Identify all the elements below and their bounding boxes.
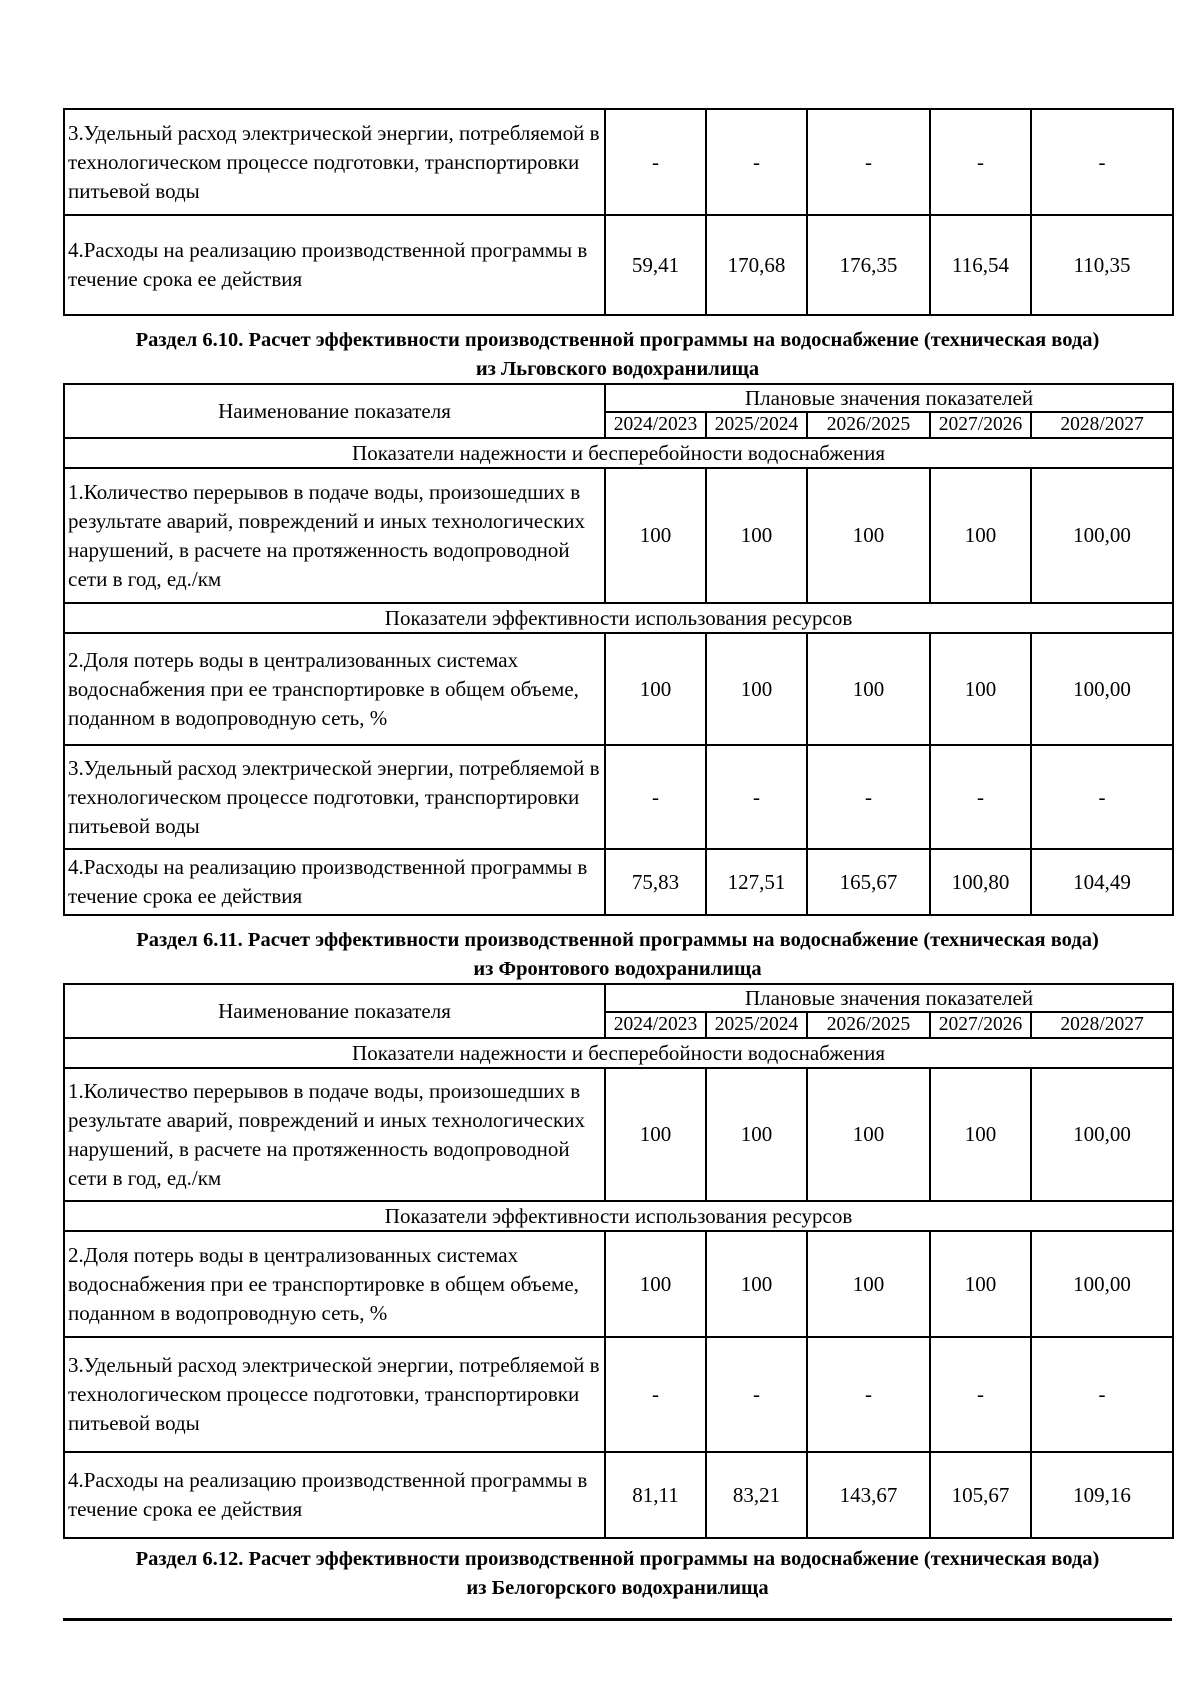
plan-value: 104,49	[1031, 849, 1173, 915]
section-title	[60, 926, 1175, 984]
plan-value: -	[605, 745, 706, 849]
section-title-line: Раздел 6.11. Расчет эффективности производственной программы на водоснабжение (техническая вода)	[136, 929, 1099, 951]
column-header-name: Наименование показателя	[64, 984, 605, 1038]
plan-value: 59,41	[605, 215, 706, 315]
plan-value: 100	[930, 1231, 1031, 1337]
indicator-name: 4.Расходы на реализацию производственной программы в течение срока ее действия	[64, 849, 605, 915]
section-title-line: Раздел 6.12. Расчет эффективности производственной программы на водоснабжение (техническая вода)	[135, 1548, 1100, 1570]
plan-value: -	[706, 745, 807, 849]
table-row	[64, 1068, 1173, 1201]
plan-value: 105,67	[930, 1452, 1031, 1538]
group-row	[64, 1038, 1173, 1068]
group-title: Показатели эффективности использования ресурсов	[64, 603, 1173, 633]
indicators-table	[63, 383, 1174, 916]
indicator-name: 4.Расходы на реализацию производственной программы в течение срока ее действия	[64, 1452, 605, 1538]
plan-value: 176,35	[807, 215, 930, 315]
year-header: 2028/2027	[1031, 1012, 1173, 1038]
table-row	[64, 745, 1173, 849]
plan-value: -	[807, 1337, 930, 1452]
plan-value: 100	[930, 468, 1031, 603]
year-header: 2028/2027	[1031, 412, 1173, 438]
indicator-name: 2.Доля потерь воды в централизованных системах водоснабжения при ее транспортировке в общем объеме, поданном в водопроводную сеть, %	[64, 1231, 605, 1337]
plan-value: -	[930, 1337, 1031, 1452]
group-row	[64, 603, 1173, 633]
plan-value: 100,00	[1031, 633, 1173, 745]
indicator-name: 4.Расходы на реализацию производственной программы в течение срока ее действия	[64, 215, 605, 315]
table-row	[64, 215, 1173, 315]
year-header: 2025/2024	[706, 412, 807, 438]
plan-value: 100	[706, 1068, 807, 1201]
indicator-name: 3.Удельный расход электрической энергии, потребляемой в технологическом процессе подготовки, транспортировки питьевой воды	[64, 745, 605, 849]
section-title-line: из Фронтового водохранилища	[473, 958, 762, 980]
plan-value: 109,16	[1031, 1452, 1173, 1538]
plan-value: -	[605, 1337, 706, 1452]
indicator-name: 2.Доля потерь воды в централизованных системах водоснабжения при ее транспортировке в общем объеме, поданном в водопроводную сеть, %	[64, 633, 605, 745]
group-title: Показатели эффективности использования ресурсов	[64, 1201, 1173, 1231]
plan-value: 75,83	[605, 849, 706, 915]
plan-value: 100	[605, 468, 706, 603]
plan-value: -	[807, 109, 930, 215]
plan-value: -	[930, 745, 1031, 849]
plan-value: 100	[930, 1068, 1031, 1201]
table-row	[64, 633, 1173, 745]
plan-value: 100	[807, 1231, 930, 1337]
plan-value: 100	[807, 1068, 930, 1201]
plan-value: -	[1031, 1337, 1173, 1452]
plan-value: -	[706, 1337, 807, 1452]
table-row	[64, 1452, 1173, 1538]
plan-value: -	[807, 745, 930, 849]
year-header: 2026/2025	[807, 1012, 930, 1038]
indicator-name: 1.Количество перерывов в подаче воды, произошедших в результате аварий, повреждений и иных технологических нарушений, в расчете на протяженность водопроводной сети в год, ед./км	[64, 1068, 605, 1201]
group-row	[64, 438, 1173, 468]
plan-value: 116,54	[930, 215, 1031, 315]
plan-value: 100	[605, 1068, 706, 1201]
year-header: 2024/2023	[605, 1012, 706, 1038]
year-header: 2027/2026	[930, 412, 1031, 438]
column-header-plan: Плановые значения показателей	[605, 984, 1173, 1012]
section-title-line: Раздел 6.10. Расчет эффективности производственной программы на водоснабжение (техническая вода)	[135, 329, 1100, 351]
group-row	[64, 1201, 1173, 1231]
year-header: 2027/2026	[930, 1012, 1031, 1038]
plan-value: 100	[807, 468, 930, 603]
plan-value: 100	[706, 633, 807, 745]
plan-value: 100	[605, 633, 706, 745]
plan-value: 100	[930, 633, 1031, 745]
plan-value: 165,67	[807, 849, 930, 915]
plan-value: -	[605, 109, 706, 215]
table-row	[64, 468, 1173, 603]
plan-value: 100	[605, 1231, 706, 1337]
plan-value: 100,00	[1031, 468, 1173, 603]
plan-value: 100	[807, 633, 930, 745]
header-row	[64, 984, 1173, 1012]
plan-value: -	[706, 109, 807, 215]
plan-value: 83,21	[706, 1452, 807, 1538]
plan-value: -	[930, 109, 1031, 215]
section-title-line: из Белогорского водохранилища	[466, 1577, 769, 1599]
continued-table	[63, 108, 1174, 316]
header-row	[64, 384, 1173, 412]
column-header-plan: Плановые значения показателей	[605, 384, 1173, 412]
plan-value: 100	[706, 468, 807, 603]
section-title	[60, 326, 1175, 384]
table-row	[64, 1231, 1173, 1337]
plan-value: 170,68	[706, 215, 807, 315]
plan-value: 100,00	[1031, 1231, 1173, 1337]
table-top-border	[63, 1618, 1172, 1621]
indicator-name: 3.Удельный расход электрической энергии, потребляемой в технологическом процессе подготовки, транспортировки питьевой воды	[64, 109, 605, 215]
group-title: Показатели надежности и бесперебойности водоснабжения	[64, 438, 1173, 468]
table-row	[64, 109, 1173, 215]
plan-value: 100,00	[1031, 1068, 1173, 1201]
plan-value: -	[1031, 109, 1173, 215]
indicators-table	[63, 983, 1174, 1539]
table-row	[64, 849, 1173, 915]
plan-value: 110,35	[1031, 215, 1173, 315]
plan-value: 100	[706, 1231, 807, 1337]
plan-value: -	[1031, 745, 1173, 849]
section-title-line: из Льговского водохранилища	[475, 358, 760, 380]
section-title	[60, 1545, 1175, 1603]
plan-value: 127,51	[706, 849, 807, 915]
plan-value: 143,67	[807, 1452, 930, 1538]
plan-value: 100,80	[930, 849, 1031, 915]
year-header: 2025/2024	[706, 1012, 807, 1038]
indicator-name: 1.Количество перерывов в подаче воды, произошедших в результате аварий, повреждений и иных технологических нарушений, в расчете на протяженность водопроводной сети в год, ед./км	[64, 468, 605, 603]
table-row	[64, 1337, 1173, 1452]
group-title: Показатели надежности и бесперебойности водоснабжения	[64, 1038, 1173, 1068]
indicator-name: 3.Удельный расход электрической энергии, потребляемой в технологическом процессе подготовки, транспортировки питьевой воды	[64, 1337, 605, 1452]
plan-value: 81,11	[605, 1452, 706, 1538]
year-header: 2024/2023	[605, 412, 706, 438]
column-header-name: Наименование показателя	[64, 384, 605, 438]
year-header: 2026/2025	[807, 412, 930, 438]
